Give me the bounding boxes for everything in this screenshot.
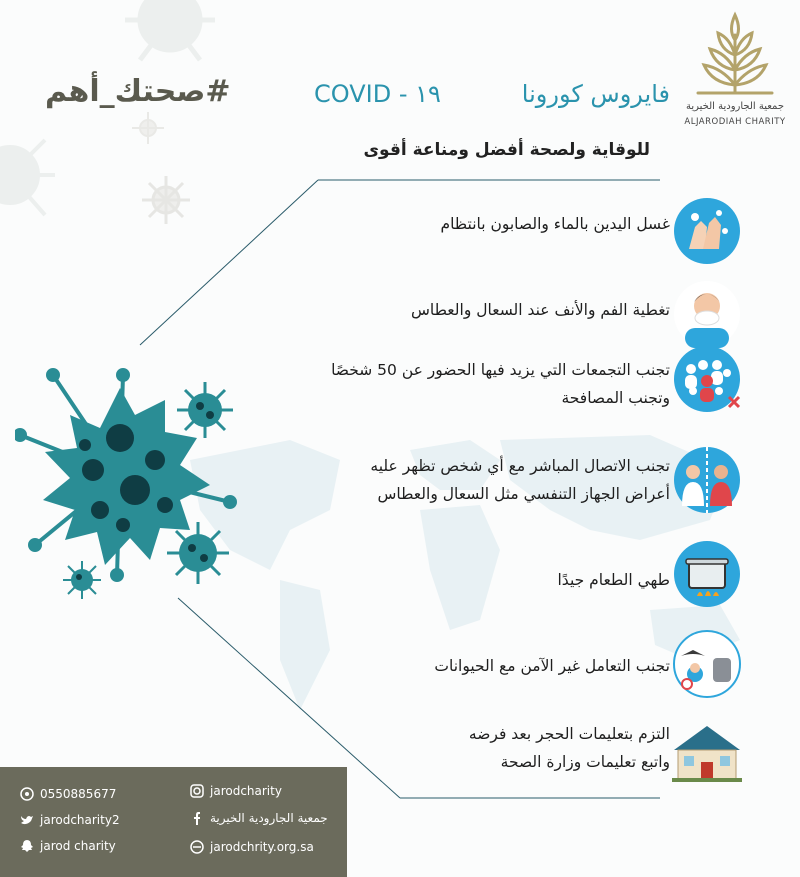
distance-icon (673, 446, 741, 514)
tip-item (558, 566, 671, 594)
subtitle: للوقاية ولصحة أفضل ومناعة أقوى (363, 140, 650, 160)
website-icon (190, 840, 204, 854)
instagram-handle: jarodcharity (210, 784, 282, 798)
background-virus-icon (138, 172, 194, 228)
phone-contact[interactable] (20, 787, 116, 801)
snapchat-handle: jarod charity (40, 839, 116, 853)
tip-text: غسل اليدين بالماء والصابون بانتظام (440, 215, 670, 233)
background-virus-icon (130, 110, 166, 146)
tip-text: طهي الطعام جيدًا (557, 571, 670, 589)
tip-text-line-1: تجنب الاتصال المباشر مع أي شخص تظهر عليه (370, 457, 670, 475)
house-icon (670, 722, 744, 784)
crowd-icon (673, 345, 741, 413)
title-arabic: فايروس كورونا (521, 80, 670, 108)
logo-english-name: ALJARODIAH CHARITY (684, 117, 786, 127)
snapchat-contact[interactable] (20, 839, 116, 853)
tip-text-line-1: تجنب التجمعات التي يزيد فيها الحضور عن 50 شخصًا (331, 361, 670, 379)
tip-item (440, 210, 670, 238)
animals-icon (673, 630, 741, 698)
wheat-logo-icon (680, 5, 790, 100)
logo-arabic-name: جمعية الجارودية الخيرية (685, 101, 785, 112)
tip-item (434, 652, 670, 680)
website-contact[interactable] (190, 840, 314, 854)
tip-text-line-2: واتبع تعليمات وزارة الصحة (500, 753, 670, 771)
twitter-contact[interactable] (20, 813, 120, 827)
cooking-pot-icon (673, 540, 741, 608)
tip-item (411, 296, 670, 324)
tip-text-line-2: وتجنب المصافحة (561, 389, 670, 407)
tip-text: تجنب التعامل غير الآمن مع الحيوانات (434, 657, 670, 675)
background-virus-icon (0, 120, 60, 230)
small-virus-icon (175, 380, 235, 440)
hashtag: #صحتك_أهم (45, 74, 231, 109)
facebook-contact[interactable] (190, 811, 328, 825)
title-english: COVID - ١٩ (314, 80, 441, 108)
tip-item (331, 356, 670, 412)
tip-text-line-1: التزم بتعليمات الحجر بعد فرضه (468, 725, 670, 743)
tip-text-line-2: أعراض الجهاز التنفسي مثل السعال والعطاس (377, 485, 670, 503)
tip-item (469, 720, 670, 776)
whatsapp-icon (20, 787, 34, 801)
contact-footer (0, 767, 347, 877)
instagram-icon (190, 784, 204, 798)
snapchat-icon (20, 839, 34, 853)
handwashing-icon (673, 197, 741, 265)
instagram-contact[interactable] (190, 784, 282, 798)
facebook-name: جمعية الجارودية الخيرية (210, 811, 328, 825)
page-title (310, 80, 670, 116)
twitter-icon (20, 813, 34, 827)
charity-logo (680, 5, 790, 135)
tip-text: تغطية الفم والأنف عند السعال والعطاس (410, 301, 670, 319)
website-url: jarodchrity.org.sa (210, 840, 314, 854)
facebook-icon (190, 811, 204, 825)
tip-item (370, 452, 670, 508)
twitter-handle: jarodcharity2 (40, 813, 120, 827)
small-virus-icon (62, 560, 102, 600)
phone-number: 0550885677 (40, 787, 117, 801)
cover-mouth-icon (673, 280, 741, 348)
small-virus-icon (165, 520, 231, 586)
